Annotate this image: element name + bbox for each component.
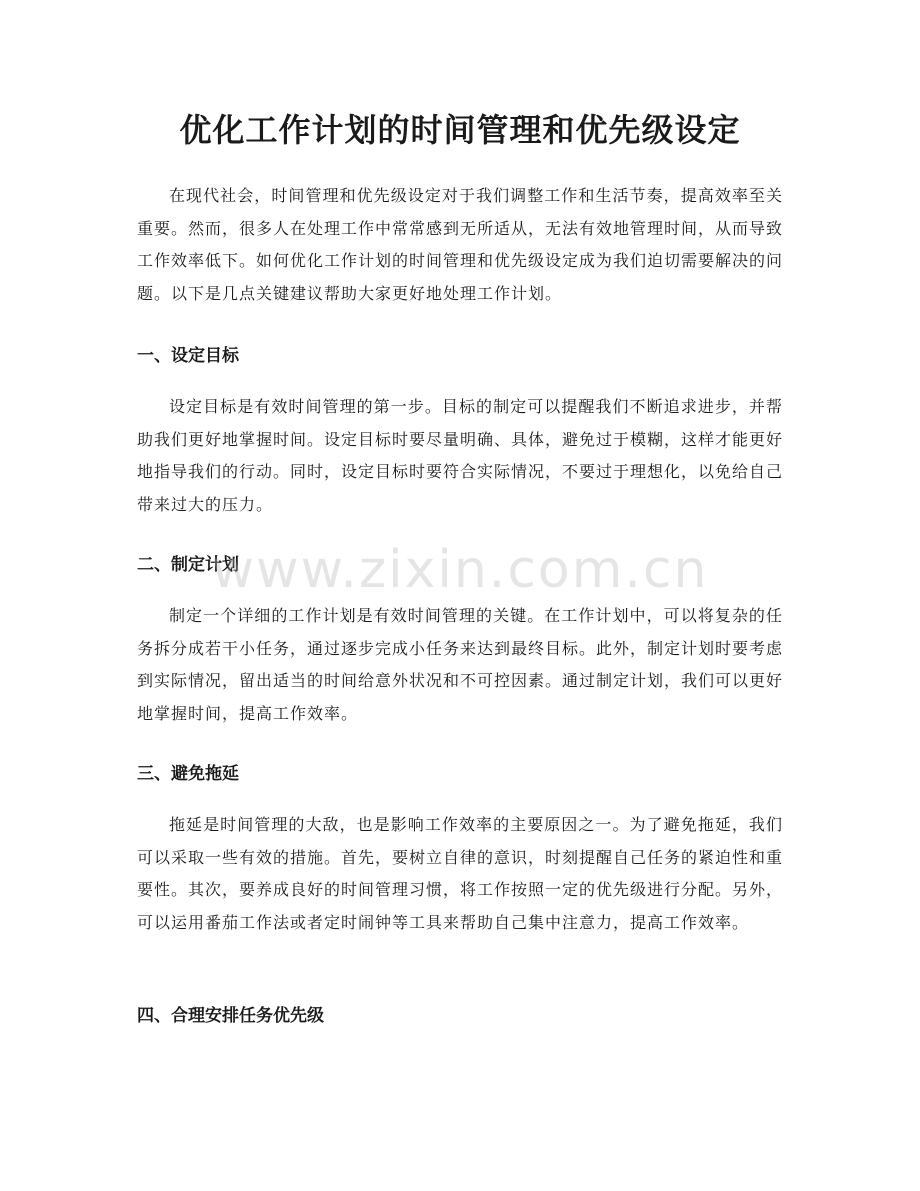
intro-paragraph: 在现代社会，时间管理和优先级设定对于我们调整工作和生活节奏，提高效率至关重要。然而，很多人在处理工作中常常感到无所适从，无法有效地管理时间，从而导致工作效率低下。如何优化工作计划的时间管理和优先级设定成为我们迫切需要解决的问题。以下是几点关键建议帮助大家更好地处理工作计划。	[137, 186, 784, 303]
section-heading-1: 一、设定目标	[137, 346, 239, 366]
document-title: 优化工作计划的时间管理和优先级设定	[179, 111, 741, 149]
section-paragraph-2: 制定一个详细的工作计划是有效时间管理的关键。在工作计划中，可以将复杂的任务拆分成若干小任务，通过逐步完成小任务来达到最终目标。此外，制定计划时要考虑到实际情况，留出适当的时间给意外状况和不可控因素。通过制定计划，我们可以更好地掌握时间，提高工作效率。	[137, 606, 784, 723]
section-heading-2: 二、制定计划	[137, 555, 239, 575]
section-paragraph-3: 拖延是时间管理的大敌，也是影响工作效率的主要原因之一。为了避免拖延，我们可以采取一些有效的措施。首先，要树立自律的意识，时刻提醒自己任务的紧迫性和重要性。其次，要养成良好的时间管理习惯，将工作按照一定的优先级进行分配。另外，可以运用番茄工作法或者定时闹钟等工具来帮助自己集中注意力，提高工作效率。	[137, 815, 784, 932]
section-heading-4: 四、合理安排任务优先级	[137, 1006, 324, 1026]
section-paragraph-1: 设定目标是有效时间管理的第一步。目标的制定可以提醒我们不断追求进步，并帮助我们更好地掌握时间。设定目标时要尽量明确、具体，避免过于模糊，这样才能更好地指导我们的行动。同时，设定目标时要符合实际情况，不要过于理想化，以免给自己带来过大的压力。	[137, 397, 784, 514]
section-heading-3: 三、避免拖延	[137, 764, 239, 784]
watermark: www.zixin.com.cn	[211, 540, 709, 600]
